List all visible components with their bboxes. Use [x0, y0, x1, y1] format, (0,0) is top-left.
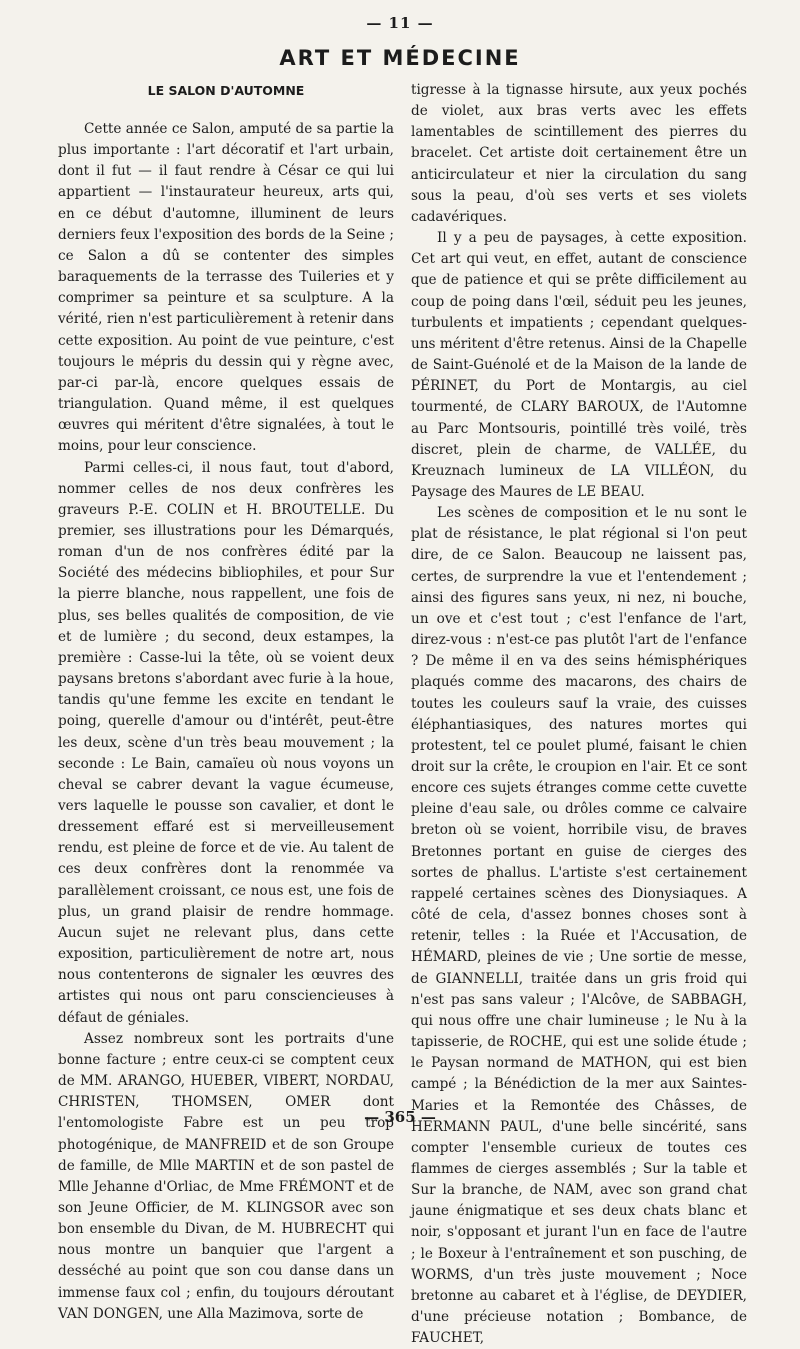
paragraph: Les scènes de composition et le nu sont le plat de résistance, le plat régional si l'on peut dire, de ce Salon. Beaucoup ne laissent pas, certes, de surprendre la vue et l'entendement ; ainsi des figures sans yeux, ni nez, ni bouche, un ove et c'est tout ; c'est l'enfance de l'art, direz-vous : n'est-ce pas plutôt l'art de l'enfance ? De même il en va des seins hémisphériques plaqués comme des macarons, des chairs de toutes les couleurs sauf la vraie, des cuisses éléphantiasiques, des natures mortes qui protestent, tel ce poulet plumé, faisant le chien droit sur la crête, le croupion en l'air. Et ce sont encore ces sujets étranges comme cette cuvette pleine d'eau sale, ou drôles comme ce calvaire breton où se voient, horribile visu, de braves Bretonnes portant en guise de cierges des sortes de phallus. L'artiste s'est certainement rappelé certaines scènes des Dionysiaques. A côté de cela, d'assez bonnes choses sont à retenir, telles : la Ruée et l'Accusation, de HÉMARD, pleines de vie ; Une sortie de messe, de GIANNELLI, traitée dans un gris froid qui n'est pas sans valeur ; l'Alcôve, de SABBAGH, qui nous offre une chair lumineuse ; le Nu à la tapisserie, de ROCHE, qui est une solide étude ; le Paysan normand de MATHON, qui est bien campé ; la Bénédiction de la mer aux Saintes-Maries et la Remontée des Châsses, de HERMANN PAUL, d'une belle sincérité, sans compter l'ensemble curieux de toutes ces flammes de cierges assemblés ; Sur la table et Sur la branche, de NAM, avec son grand chat jaune énigmatique et ses deux chats blanc et noir, s'opposant et jurant l'un en face de l'autre ; le Boxeur à l'entraînement et son pusching, de WORMS, d'un très juste mouvement ; Noce bretonne au cabaret et à l'église, de DEYDIER, d'une précieuse notation ; Bombance, de FAUCHET,	[411, 505, 747, 1347]
left-column	[58, 80, 394, 1325]
page-number: — 365 —	[364, 1108, 436, 1126]
paragraph: tigresse à la tignasse hirsute, aux yeux pochés de violet, aux bras verts avec les effets lamentables de scintillement des pierres du bracelet. Cet artiste doit certainement être un anticirculateur et nier la circulation du sang sous la peau, d'où ses verts et ses violets cadavériques.	[411, 82, 747, 225]
section-heading: LE SALON D'AUTOMNE	[147, 83, 305, 98]
paragraph: Assez nombreux sont les portraits d'une bonne facture ; entre ceux-ci se comptent ceux de MM. ARANGO, HUEBER, VIBERT, NORDAU, CHRISTEN, THOMSEN, OMER dont l'entomologiste Fabre est un peu trop photogénique, de MANFREID et de son Groupe de famille, de Mlle MARTIN et de son pastel de Mlle Jehanne d'Orliac, de Mme FRÉMONT et de son Jeune Officier, de M. KLINGSOR avec son bon ensemble du Divan, de M. HUBRECHT qui nous montre un banquier que l'argent a desséché au point que son cou danse dans un immense faux col ; enfin, du toujours déroutant VAN DONGEN, une Alla Mazimova, sorte de	[58, 1030, 394, 1322]
paragraph: Cette année ce Salon, amputé de sa partie la plus importante : l'art décoratif et l'art urbain, dont il fut — il faut rendre à César ce qui lui appartient — l'instaurateur heureux, arts qui, en ce début d'automne, illuminent de leurs derniers feux l'exposition des bords de la Seine ; ce Salon a dû se contenter des simples baraquements de la terrasse des Tuileries et y comprimer sa peinture et sa sculpture. A la vérité, rien n'est particulièrement à retenir dans cette exposition. Au point de vue peinture, c'est toujours le mépris du dessin qui y règne avec, par-ci par-là, encore quelques essais de triangulation. Quand même, il est quelques œuvres qui méritent d'être signalées, à tout le moins, pour leur conscience.	[58, 121, 394, 455]
paragraph: Parmi celles-ci, il nous faut, tout d'abord, nommer celles de nos deux confrères les graveurs P.-E. COLIN et H. BROUTELLE. Du premier, ses illustrations pour les Démarqués, roman d'un de nos confrères édité par la Société des médecins bibliophiles, et pour Sur la pierre blanche, nous rappellent, une fois de plus, ses belles qualités de composition, de vie et de lumière ; du second, deux estampes, la première : Casse-lui la tête, où se voient deux paysans bretons s'abordant avec furie à la houe, tandis qu'une femme les excite en tendant le poing, querelle d'amour ou d'intérêt, peut-être les deux, scène d'un très beau mouvement ; la seconde : Le Bain, camaïeu où nous voyons un cheval se cabrer devant la vague écumeuse, vers laquelle le pousse son cavalier, et dont le dressement effaré est si merveilleusement rendu, est pleine de force et de vie. Au talent de ces deux confrères dont la renommée va parallèlement croissant, ce nous est, une fois de plus, un grand plaisir de rendre hommage. Aucun sujet ne relevant plus, dans cette exposition, particulièrement de notre art, nous nous contenterons de signaler les œuvres des artistes qui nous ont paru consciencieuses à défaut de géniales.	[58, 459, 394, 1026]
paragraph: Il y a peu de paysages, à cette exposition. Cet art qui veut, en effet, autant de conscience que de patience et qui se prête difficilement au coup de poing dans l'œil, séduit peu les jeunes, turbulents et impatients ; cependant quelques-uns méritent d'être retenus. Ainsi de la Chapelle de Saint-Guénolé et de la Maison de la lande de PÉRINET, du Port de Montargis, au ciel tourmenté, de CLARY BAROUX, de l'Automne au Parc Montsouris, pointillé très voilé, très discret, plein de charme, de VALLÉE, du Kreuznach lumineux de LA VILLÉON, du Paysage des Maures de LE BEAU.	[411, 230, 747, 500]
page-marker: — 11 —	[366, 14, 434, 32]
right-column	[411, 80, 747, 1349]
article-title: ART ET MÉDECINE	[279, 46, 521, 70]
